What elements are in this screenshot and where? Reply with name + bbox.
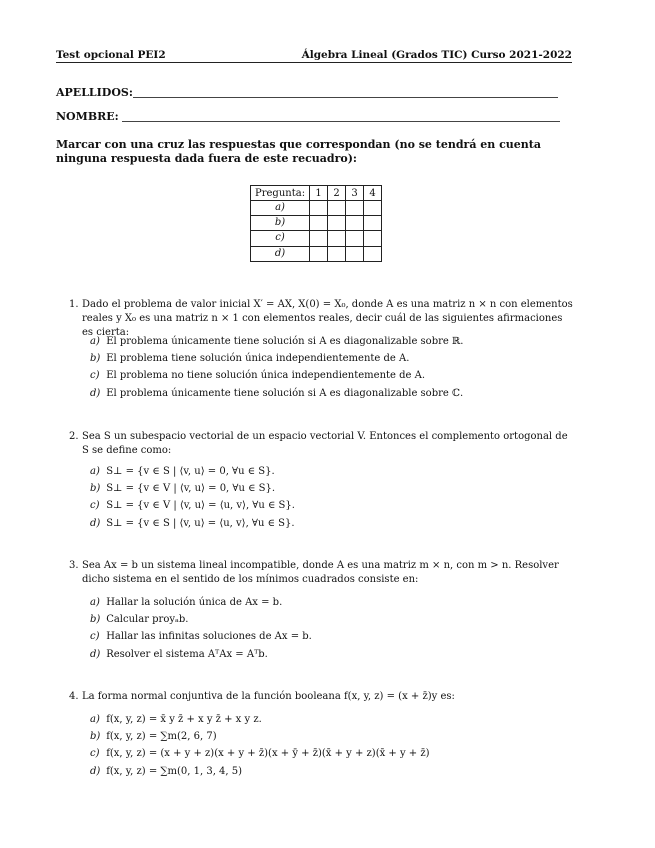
option-text: S⊥ = {v ∈ S | ⟨v, u⟩ = ⟨u, v⟩, ∀u ∈ S}. xyxy=(106,517,295,529)
option-d xyxy=(90,763,430,780)
answer-cell[interactable] xyxy=(328,201,346,216)
question-stem: La forma normal conjuntiva de la función booleana f(x, y, z) = (x + z̄)y es: xyxy=(82,691,455,702)
option-text: S⊥ = {v ∈ S | ⟨v, u⟩ = 0, ∀u ∈ S}. xyxy=(106,466,275,477)
header-rule xyxy=(56,62,572,63)
answer-cell[interactable] xyxy=(364,231,382,246)
answer-cell[interactable] xyxy=(310,246,328,261)
question-stem: Dado el problema de valor inicial X′ = AX, X(0) = X₀, donde A es una matriz n × n con elementos reales y X₀ es una matriz n × 1 con elementos reales, decir cuál de las siguientes afirmaciones es cierta: xyxy=(82,299,573,339)
option-label: b) xyxy=(90,353,101,365)
nombre-field[interactable] xyxy=(122,121,560,122)
answer-table-header: Pregunta: xyxy=(251,186,310,201)
column-header-1: 1 xyxy=(310,186,328,201)
option-a xyxy=(90,594,312,611)
option-text: Resolver el sistema AᵀAx = Aᵀb. xyxy=(106,648,268,660)
column-header-4: 4 xyxy=(364,186,382,201)
question-4 xyxy=(69,690,574,704)
answer-cell[interactable] xyxy=(346,201,364,216)
question-2-options xyxy=(90,463,295,532)
option-text: f(x, y, z) = ∑m(2, 6, 7) xyxy=(106,731,217,743)
option-label: b) xyxy=(90,731,101,743)
question-number: 2. xyxy=(69,431,79,442)
option-c xyxy=(90,497,295,514)
question-1-options xyxy=(90,333,463,402)
row-label-a: a) xyxy=(251,201,310,216)
option-b xyxy=(90,350,463,367)
answer-cell[interactable] xyxy=(346,231,364,246)
answer-cell[interactable] xyxy=(328,216,346,231)
option-text: S⊥ = {v ∈ V | ⟨v, u⟩ = 0, ∀u ∈ S}. xyxy=(106,483,276,495)
option-text: Calcular proyₐb. xyxy=(106,614,189,626)
option-text: El problema no tiene solución única independientemente de A. xyxy=(106,370,426,382)
option-text: S⊥ = {v ∈ V | ⟨v, u⟩ = ⟨u, v⟩, ∀u ∈ S}. xyxy=(106,500,295,512)
option-label: d) xyxy=(90,765,101,777)
header-course-test: Test opcional PEI2 xyxy=(56,49,166,61)
option-label: c) xyxy=(90,631,100,643)
option-label: a) xyxy=(90,597,100,608)
answer-cell[interactable] xyxy=(328,231,346,246)
option-a xyxy=(90,463,295,480)
option-label: c) xyxy=(90,748,100,760)
question-3 xyxy=(69,559,574,587)
answer-cell[interactable] xyxy=(346,216,364,231)
option-c xyxy=(90,367,463,384)
option-d xyxy=(90,515,295,532)
question-stem: Sea S un subespacio vectorial de un espacio vectorial V. Entonces el complemento ortogonal de S se define como: xyxy=(82,431,568,457)
answer-row-b xyxy=(251,216,382,231)
option-label: b) xyxy=(90,614,101,626)
option-label: c) xyxy=(90,370,100,382)
option-text: f(x, y, z) = ∑m(0, 1, 3, 4, 5) xyxy=(106,765,243,777)
question-4-options xyxy=(90,711,430,780)
option-label: a) xyxy=(90,336,100,347)
question-number: 1. xyxy=(69,299,79,310)
answer-row-d xyxy=(251,246,382,261)
question-stem: Sea Ax = b un sistema lineal incompatible, donde A es una matriz m × n, con m > n. Resolver dicho sistema en el sentido de los mínimos cuadrados consiste en: xyxy=(82,560,559,586)
answer-cell[interactable] xyxy=(310,231,328,246)
answer-row-c xyxy=(251,231,382,246)
option-label: d) xyxy=(90,517,101,529)
option-text: f(x, y, z) = (x + y + z)(x + y + z̄)(x + ȳ + z̄)(x̄ + y + z)(x̄ + y + z̄) xyxy=(106,748,430,760)
option-text: El problema tiene solución única independientemente de A. xyxy=(106,353,410,365)
header-course-title: Álgebra Lineal (Grados TIC) Curso 2021-2022 xyxy=(301,49,572,61)
answer-cell[interactable] xyxy=(364,246,382,261)
nombre-label: NOMBRE: xyxy=(56,110,119,123)
question-3-options xyxy=(90,594,312,663)
option-text: El problema únicamente tiene solución si A es diagonalizable sobre ℂ. xyxy=(106,387,464,399)
option-label: a) xyxy=(90,714,100,725)
option-b xyxy=(90,728,430,745)
option-b xyxy=(90,611,312,628)
answer-cell[interactable] xyxy=(364,216,382,231)
apellidos-label: APELLIDOS: xyxy=(56,86,133,99)
answer-cell[interactable] xyxy=(364,201,382,216)
answer-row-a xyxy=(251,201,382,216)
answer-table xyxy=(250,185,382,262)
option-c xyxy=(90,745,430,762)
answer-cell[interactable] xyxy=(328,246,346,261)
instructions: Marcar con una cruz las respuestas que correspondan (no se tendrá en cuenta ninguna respuesta dada fuera de este recuadro): xyxy=(56,138,541,165)
answer-cell[interactable] xyxy=(346,246,364,261)
column-header-3: 3 xyxy=(346,186,364,201)
question-number: 4. xyxy=(69,691,79,702)
option-d xyxy=(90,385,463,402)
option-label: d) xyxy=(90,648,101,660)
option-text: Hallar la solución única de Ax = b. xyxy=(106,597,283,608)
option-label: d) xyxy=(90,387,101,399)
option-label: c) xyxy=(90,500,100,512)
row-label-d: d) xyxy=(251,246,310,261)
option-a xyxy=(90,711,430,728)
answer-table-header-row xyxy=(251,186,382,201)
question-2 xyxy=(69,430,574,458)
option-a xyxy=(90,333,463,350)
answer-cell[interactable] xyxy=(310,201,328,216)
option-label: a) xyxy=(90,466,100,477)
option-text: f(x, y, z) = x̄ y z̄ + x y z̄ + x y z. xyxy=(106,714,262,725)
apellidos-field[interactable] xyxy=(133,97,558,98)
option-b xyxy=(90,480,295,497)
question-number: 3. xyxy=(69,560,79,571)
column-header-2: 2 xyxy=(328,186,346,201)
option-text: Hallar las infinitas soluciones de Ax = b. xyxy=(106,631,312,643)
row-label-c: c) xyxy=(251,231,310,246)
row-label-b: b) xyxy=(251,216,310,231)
answer-cell[interactable] xyxy=(310,216,328,231)
option-text: El problema únicamente tiene solución si A es diagonalizable sobre ℝ. xyxy=(106,336,464,347)
option-d xyxy=(90,646,312,663)
option-label: b) xyxy=(90,483,101,495)
option-c xyxy=(90,628,312,645)
